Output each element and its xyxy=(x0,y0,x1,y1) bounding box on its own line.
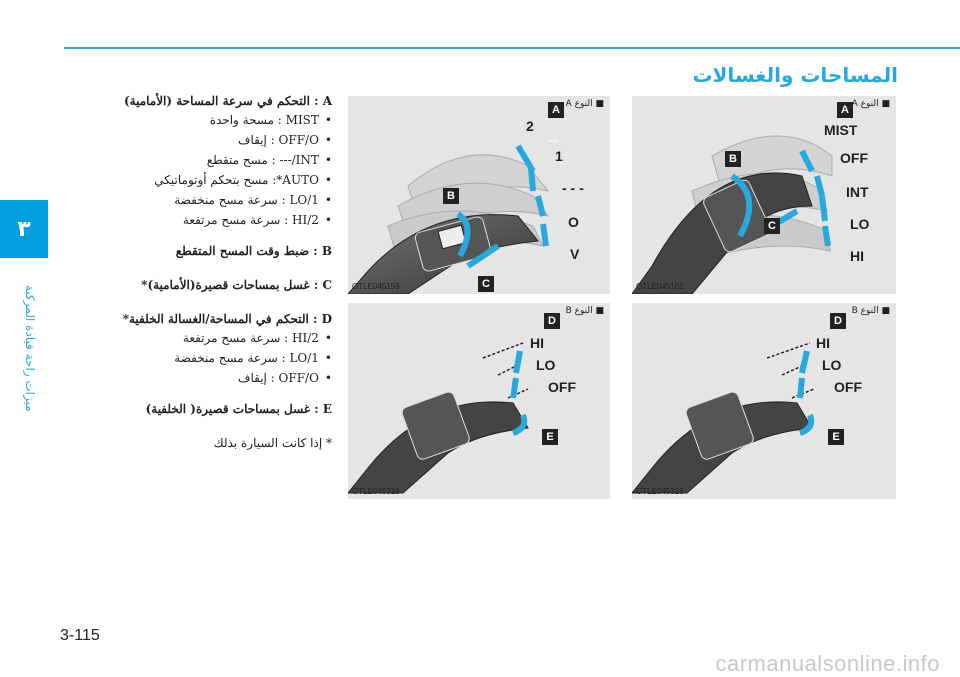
legend-e-title: E : غسل بمساحات قصيرة( الخلفية) xyxy=(145,402,332,416)
position-label: LO xyxy=(822,357,842,373)
position-label: MIST xyxy=(824,122,858,138)
marker-b: B xyxy=(443,188,459,204)
figure-code: OTLE045318 xyxy=(636,487,684,496)
legend-d-item: • HI/2 : سرعة مسح مرتفعة xyxy=(88,328,332,348)
position-label: OFF xyxy=(548,379,576,395)
legend-c-title: C : غسل بمساحات قصيرة(الأمامية)* xyxy=(141,278,332,292)
position-label: OFF xyxy=(834,379,862,395)
position-label: HI xyxy=(850,248,864,264)
position-label: OFF xyxy=(840,150,868,166)
footnote: * إذا كانت السيارة بذلك xyxy=(213,436,332,450)
legend-d-item: • OFF/O : إيقاف xyxy=(88,368,332,388)
stalk-illustration xyxy=(632,303,896,499)
legend-b-title: B : ضبط وقت المسح المتقطع xyxy=(175,244,332,258)
position-label: LO xyxy=(850,216,870,232)
position-label: O xyxy=(568,214,579,230)
position-label: INT xyxy=(846,184,869,200)
figure-type-label: ■ النوع B xyxy=(851,306,890,316)
figure-type-b-1 xyxy=(348,303,610,499)
legend-a-item: • OFF/O : إيقاف xyxy=(88,130,332,150)
legend-a-item: • MIST : مسحة واحدة xyxy=(88,110,332,130)
footer-watermark: carmanualsonline.info xyxy=(715,651,940,676)
chapter-tab xyxy=(0,200,48,258)
legend-a-item: • LO/1 : سرعة مسح منخفضة xyxy=(88,190,332,210)
figure-code: OTLE045161 xyxy=(636,282,684,291)
marker-a: A xyxy=(548,102,564,118)
position-label: HI xyxy=(816,335,830,351)
stalk-illustration xyxy=(348,303,610,499)
marker-d: D xyxy=(830,313,846,329)
legend-a-item: • HI/2 : سرعة مسح مرتفعة xyxy=(88,210,332,230)
position-label: 1 xyxy=(555,148,563,164)
marker-d: D xyxy=(544,313,560,329)
legend-d-title: D : التحكم في المساحة/الغسالة الخلفية* xyxy=(122,312,332,326)
legend-d-item: • LO/1 : سرعة مسح منخفضة xyxy=(88,348,332,368)
position-label: HI xyxy=(530,335,544,351)
figure-type-label: ■ النوع B xyxy=(565,306,604,316)
figure-type-label: ■ النوع A xyxy=(851,99,890,109)
position-label: LO xyxy=(536,357,556,373)
marker-c: C xyxy=(764,218,780,234)
figure-code: OTLE045159 xyxy=(352,282,400,291)
position-label: - - - xyxy=(562,180,584,196)
position-label: V xyxy=(570,246,580,262)
header-rule xyxy=(64,47,960,49)
figure-type-b-2 xyxy=(632,303,896,499)
figure-type-a-1 xyxy=(348,96,610,294)
marker-e: E xyxy=(542,429,558,445)
marker-b: B xyxy=(725,151,741,167)
position-label: 2 xyxy=(526,118,534,134)
legend-a-item: • INT/--- : مسح متقطع xyxy=(88,150,332,170)
legend-a-title: A : التحكم في سرعة المساحة (الأمامية) xyxy=(123,94,332,108)
legend-text xyxy=(88,92,332,452)
page-number: 3-115 xyxy=(60,627,100,644)
legend-a-item: • AUTO*: مسح بتحكم أوتوماتيكي xyxy=(88,170,332,190)
marker-c: C xyxy=(478,276,494,292)
figure-type-a-2 xyxy=(632,96,896,294)
section-title: المساحات والغسالات xyxy=(692,63,898,87)
chapter-number: ٣ xyxy=(17,216,31,242)
legend-d-list xyxy=(88,328,332,388)
marker-e: E xyxy=(828,429,844,445)
legend-a-list xyxy=(88,110,332,230)
chapter-name: ميزات راحة قيادة المركبة xyxy=(23,285,37,412)
figure-type-label: ■ النوع A xyxy=(565,99,604,109)
marker-a: A xyxy=(837,102,853,118)
figure-code: OTLE045318 xyxy=(352,487,400,496)
